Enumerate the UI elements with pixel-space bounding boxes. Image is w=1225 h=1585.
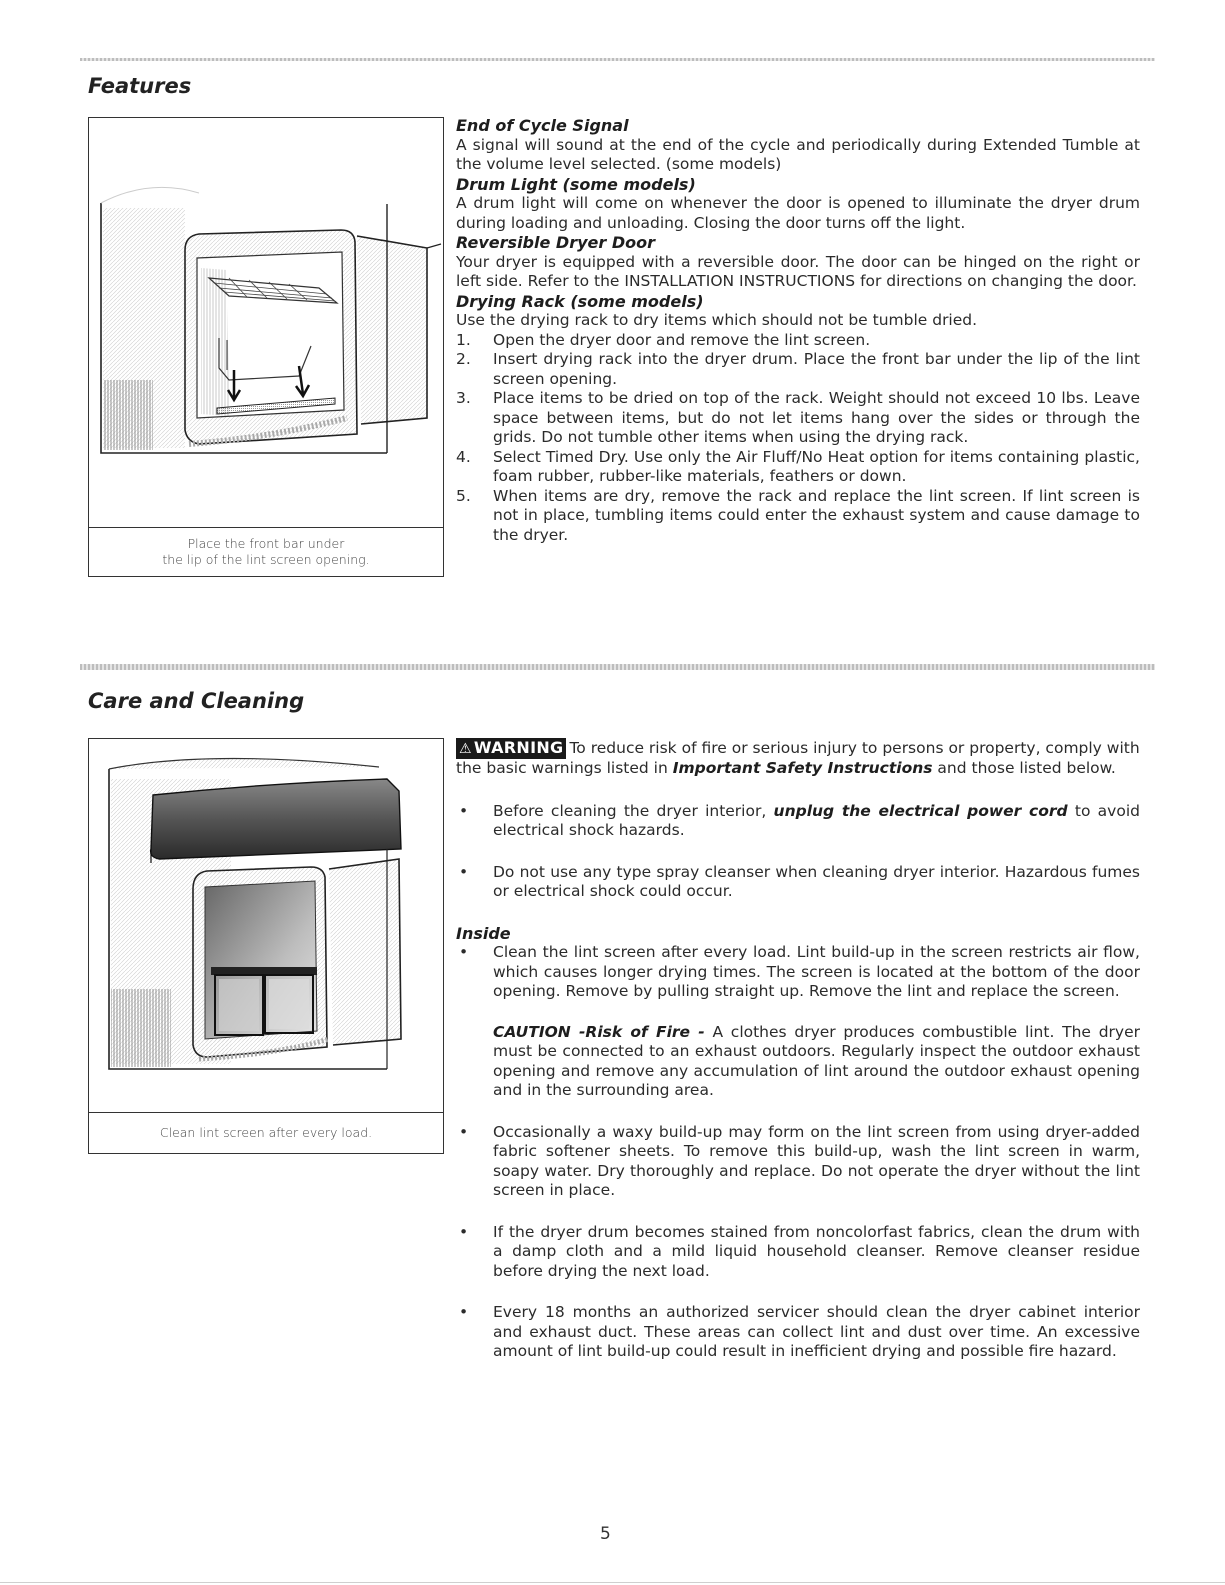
caution-paragraph (456, 1023, 1140, 1101)
figure-caption-line-1: Place the front bar under (187, 536, 345, 551)
caution-text: A clothes dryer produces combustible lint. The dryer must be connected to an exhaust outdoors. Regularly inspect the outdoor exhaust opening and remove any accumulation of lint around the outdoor exhaust opening and in the surrounding area. (493, 1022, 1140, 1099)
list-item (456, 1123, 1140, 1201)
bullet-icon: • (459, 1303, 469, 1321)
bullet-icon: • (459, 943, 469, 961)
figure-caption (89, 1112, 443, 1153)
inside-heading: Inside (456, 923, 511, 943)
step-text: When items are dry, remove the rack and replace the lint screen. If lint screen is not in place, tumbling items could enter the exhaust system and cause damage to the dryer. (493, 486, 1140, 544)
step-number: 5. (456, 486, 471, 505)
lint-screen-illustration (89, 739, 443, 1111)
bullet-icon: • (459, 1222, 469, 1241)
step-text: Select Timed Dry. Use only the Air Fluff/No Heat option for items containing plastic, foam rubber, rubber-like materials, feathers or down. (493, 447, 1140, 485)
step-number: 4. (456, 447, 471, 466)
features-title: Features (88, 74, 192, 98)
drum-light-heading: Drum Light (some models) (456, 174, 696, 194)
drum-light-text: A drum light will come on whenever the door is opened to illuminate the dryer drum during loading and unloading. Closing the door turns off the light. (456, 194, 1140, 232)
bullet-text: Every 18 months an authorized servicer should clean the dryer cabinet interior and exhaust duct. These areas can collect lint and dust over time. An excessive amount of lint build-up could result in inefficient drying and possible fire hazard. (493, 1303, 1140, 1360)
inside-bullets (456, 943, 1140, 1002)
warning-paragraph (456, 738, 1140, 779)
step-text: Insert drying rack into the dryer drum. Place the front bar under the lip of the lint screen opening. (493, 350, 1140, 388)
drying-rack-figure (88, 117, 444, 577)
warning-text-2: and those listed below. (932, 759, 1116, 777)
drying-rack-steps (456, 331, 1140, 546)
figure-caption-text: Clean lint screen after every load. (159, 1125, 373, 1140)
drying-rack-intro: Use the drying rack to dry items which should not be tumble dried. (456, 311, 978, 329)
warning-emphasis: Important Safety Instructions (672, 759, 933, 777)
care-text-column (456, 738, 1140, 1362)
figure-caption (89, 527, 443, 576)
end-of-cycle-text: A signal will sound at the end of the cycle and periodically during Extended Tumble at the volume level selected. (some models) (456, 135, 1140, 173)
step-number: 3. (456, 389, 471, 407)
step-text: Place items to be dried on top of the rack. Weight should not exceed 10 lbs. Leave space between items, but do not let items hang over the sides or through the grids. Do not tumble other items when using the drying rack. (493, 389, 1140, 446)
reversible-door-heading: Reversible Dryer Door (456, 233, 655, 252)
end-of-cycle-heading: End of Cycle Signal (456, 116, 629, 135)
list-item (456, 943, 1140, 1002)
warning-text-1: To reduce risk of fire or serious injury to persons or property, comply with the basic warnings listed in (456, 739, 1140, 777)
list-item (456, 863, 1140, 902)
bullet-text: Before cleaning the dryer interior, (493, 801, 774, 820)
cleaning-bullets (456, 1123, 1140, 1362)
list-item (456, 331, 1140, 351)
section-divider (80, 664, 1155, 670)
step-number: 1. (456, 330, 471, 349)
list-item (456, 487, 1140, 546)
figure-caption-line-2: the lip of the lint screen opening. (162, 552, 370, 567)
list-item (456, 448, 1140, 487)
lint-screen-figure (88, 738, 444, 1154)
top-divider (80, 58, 1155, 61)
bullet-icon: • (459, 801, 469, 820)
bullet-text: Do not use any type spray cleanser when cleaning dryer interior. Hazardous fumes or electrical shock could occur. (493, 862, 1140, 900)
list-item (456, 350, 1140, 389)
list-item (456, 1223, 1140, 1282)
safety-bullets (456, 802, 1140, 902)
warning-badge (456, 738, 566, 759)
bullet-emphasis: unplug the electrical power cord (773, 801, 1068, 820)
bullet-icon: • (459, 862, 469, 881)
step-number: 2. (456, 350, 471, 368)
reversible-door-text: Your dryer is equipped with a reversible door. The door can be hinged on the right or left side. Refer to the INSTALLATION INSTRUCTIONS for directions on changing the door. (456, 252, 1140, 290)
bullet-text: Occasionally a waxy build-up may form on the lint screen from using dryer-added fabric softener sheets. To remove this build-up, wash the lint screen in warm, soapy water. Dry thoroughly and replace. Do not operate the dryer without the lint screen in place. (493, 1122, 1140, 1199)
bullet-text: Clean the lint screen after every load. Lint build-up in the screen restricts air flow, which causes longer drying times. The screen is located at the bottom of the door opening. Remove by pulling straight up. Remove the lint and replace the screen. (493, 943, 1140, 1000)
page-number: 5 (600, 1524, 611, 1544)
drying-rack-heading: Drying Rack (some models) (456, 291, 704, 311)
care-title: Care and Cleaning (88, 689, 305, 713)
features-text-column (456, 116, 1140, 545)
caution-label: CAUTION -Risk of Fire - (493, 1022, 705, 1041)
bullet-icon: • (459, 1122, 469, 1141)
drying-rack-illustration (89, 118, 443, 526)
bottom-divider (0, 1582, 1225, 1583)
warning-label: WARNING (473, 738, 564, 757)
list-item (456, 1303, 1140, 1362)
bullet-text: If the dryer drum becomes stained from noncolorfast fabrics, clean the drum with a damp cloth and a mild liquid household cleanser. Remove cleanser residue before drying the next load. (493, 1222, 1140, 1280)
step-text: Open the dryer door and remove the lint screen. (493, 330, 871, 349)
warning-triangle-icon: ⚠ (459, 741, 472, 757)
list-item (456, 389, 1140, 448)
list-item (456, 802, 1140, 841)
bullet-text: to avoid electrical shock hazards. (493, 801, 1140, 839)
